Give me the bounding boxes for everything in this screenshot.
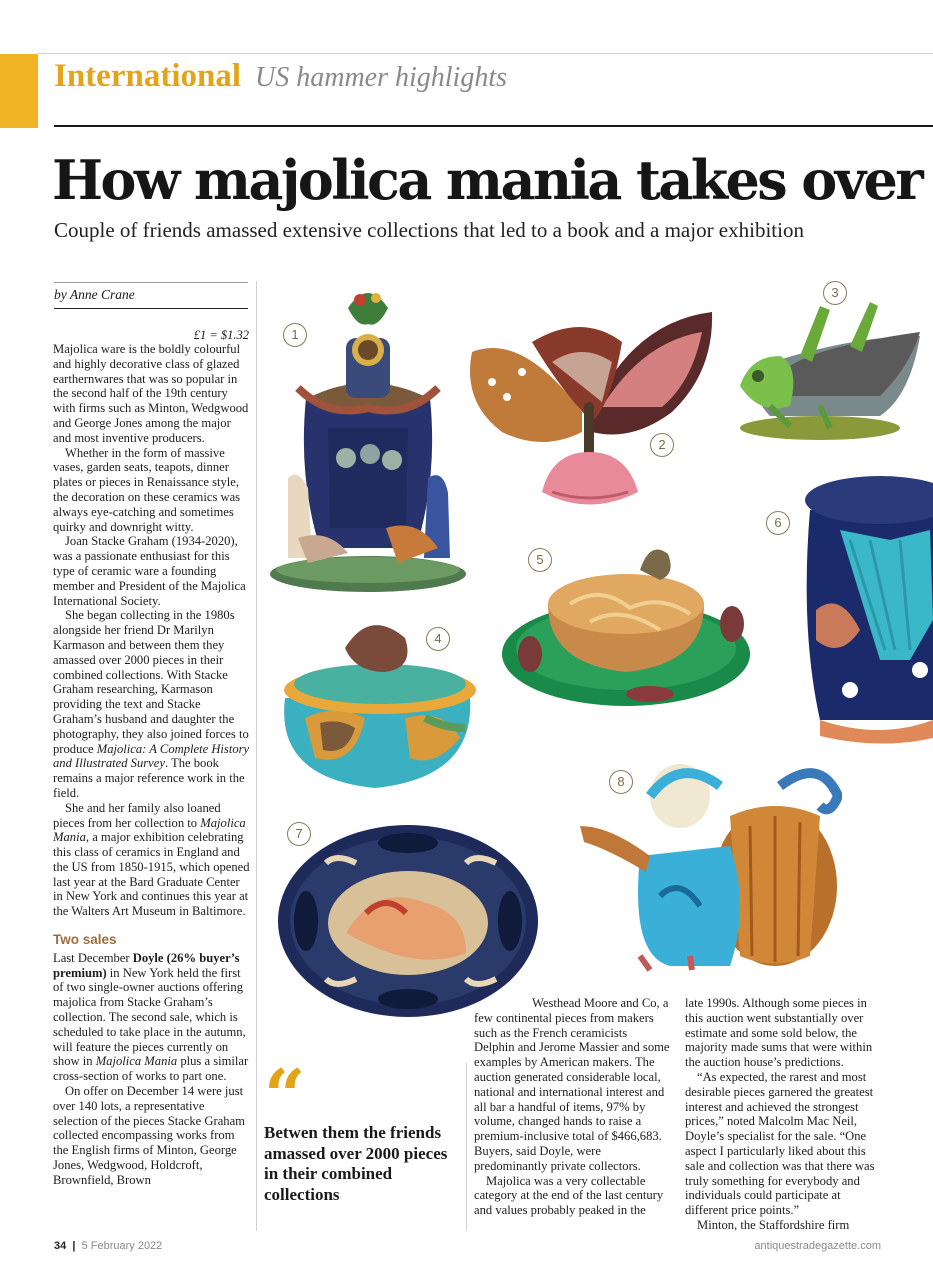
photo-grasshopper: [730, 296, 923, 444]
exchange-rate: £1 = $1.32: [193, 328, 249, 342]
section-title: International: [54, 58, 242, 94]
site-url: antiquestradegazette.com: [754, 1240, 881, 1252]
text-run: plus a similar cross-section of works to part one.: [53, 1054, 249, 1084]
article-column-4: [685, 996, 881, 1233]
exhibition-title: Majolica Mania: [53, 815, 246, 845]
top-rule: [38, 53, 933, 54]
text-run: . The book remains a major reference work in the field.: [53, 756, 245, 800]
headline: How majolica mania takes over: [52, 148, 922, 212]
section-header: [54, 58, 507, 95]
text-run: , a major exhibition celebrating this class of ceramics in England and the US from 1850-1915, which opened last year at the Bard Graduate Center in New York and continues this year at the Walters Art Museum in Baltimore.: [53, 830, 250, 919]
image-label-1: 1: [283, 323, 307, 347]
article-column-1: [53, 342, 252, 1188]
image-label-5: 5: [528, 548, 552, 572]
subhead-two-sales: Two sales: [53, 932, 117, 948]
image-label-2: 2: [650, 433, 674, 457]
quote-mark-icon: “: [264, 1053, 306, 1138]
paragraph: [53, 951, 252, 1084]
book-title: Majolica: A Complete History and Illustrated Survey: [53, 741, 250, 771]
paragraph: Minton, the Staffordshire firm: [697, 1217, 850, 1232]
text-run: in New York held the first of two single-owner auctions offering majolica from Stacke Graham’s collection. The second sale, which is scheduled to take place in the autumn, will feature the pieces currently on show in: [53, 965, 246, 1069]
image-label-4: 4: [426, 627, 450, 651]
text-run: She began collecting in the 1980s alongside her friend Dr Marilyn Karmason and between them they amassed over 2000 pieces in their combined collections. With Stacke Graham researching, Karmason providing the text and Stacke Graham’s husband and daughter the photography, they also joined forces to produce: [53, 608, 249, 756]
page-footer: [54, 1240, 162, 1252]
section-subtitle: US hammer highlights: [255, 62, 508, 93]
byline: by Anne Crane: [54, 282, 248, 309]
photo-oval-dish: [276, 823, 540, 1019]
column-divider-lower: [466, 1063, 467, 1231]
paragraph: [53, 801, 252, 919]
image-label-6: 6: [766, 511, 790, 535]
footer-separator: |: [72, 1240, 76, 1252]
paragraph: “As expected, the rarest and most desirable pieces garnered the greatest interest and achieved the strongest prices,” noted Malcolm Mac Neil, Doyle’s specialist for the sale. “One aspect I particularly liked about this sale and collection was that there was truly something for everybody and individuals could participate at different price points.”: [685, 1069, 875, 1218]
paragraph: Westhead Moore and Co, a few continental pieces from makers such as the French ceramicists Delphin and Jerome Massier and some examples by American makers. The auction generated considerable local, national and international interest and all bar a handful of items, 97% by volume, changed hands to raise a premium-inclusive total of $466,683. Buyers, said Doyle, were predominantly private collectors.: [474, 996, 670, 1173]
pull-quote: Betwen them the friends amassed over 2000 pieces in their combined collections: [264, 1123, 448, 1204]
paragraph: Joan Stacke Graham (1934-2020), was a passionate enthusiast for this type of ceramic ware a founding member and President of the Majolica International Society.: [53, 534, 246, 608]
column-divider: [256, 281, 257, 1231]
auction-house-name: Doyle (26% buyer’s premium): [53, 950, 240, 980]
standfirst: Couple of friends amassed extensive collections that led to a book and a major exhibition: [54, 218, 804, 242]
photo-garden-seat: [800, 470, 933, 745]
paragraph: Majolica was a very collectable category at the end of the last century and values probably peaked in the: [474, 1173, 664, 1218]
paragraph: late 1990s. Although some pieces in this auction went substantially over estimate and some sold below, the majority made sums that were within the auction house’s predictions.: [685, 996, 873, 1070]
header-rule: [54, 125, 933, 127]
paragraph: [53, 608, 252, 800]
section-color-tab: [0, 54, 38, 128]
text-run: She and her family also loaned pieces from her collection to: [53, 800, 221, 830]
paragraph: On offer on December 14 were just over 140 lots, a representative selection of the pieces Stacke Graham collected encompassing works from the English firms of Minton, George Jones, Wedgwood, Holdcroft, Brownfield, Brown: [53, 1084, 245, 1187]
paragraph: Majolica ware is the boldly colourful and highly decorative class of glazed earthernwares that was so popular in the second half of the 19th century with firms such as Minton, Wedgwood and George Jones among the major and most inventive producers.: [53, 342, 249, 445]
photo-butterfly-vase: [462, 302, 716, 514]
issue-date: 5 February 2022: [81, 1240, 163, 1252]
article-column-3: [474, 996, 670, 1218]
image-label-3: 3: [823, 281, 847, 305]
exhibition-title: Majolica Mania: [95, 1054, 178, 1069]
page-number: 34: [54, 1240, 67, 1252]
paragraph: Whether in the form of massive vases, garden seats, teapots, dinner plates or pieces in Renaissance style, the decoration on these ceramics was always eye-catching and sometimes quirky and downright witty.: [53, 445, 241, 534]
image-label-7: 7: [287, 822, 311, 846]
text-run: Last December: [53, 950, 133, 965]
image-label-8: 8: [609, 770, 633, 794]
